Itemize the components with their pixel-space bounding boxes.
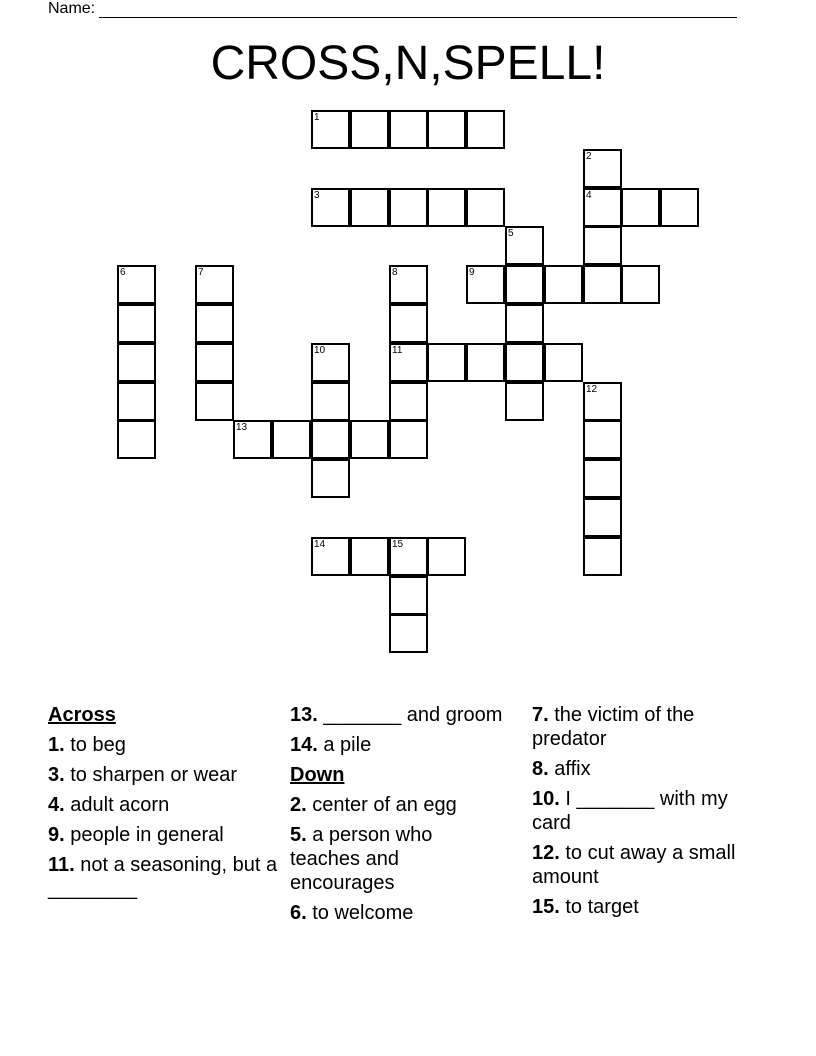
grid-cell[interactable] xyxy=(621,188,660,227)
grid-cell[interactable] xyxy=(311,110,350,149)
clue-down-7: 7. the victim of the predator xyxy=(532,704,695,750)
grid-cell[interactable] xyxy=(389,576,428,615)
clue-number: 13 xyxy=(236,422,248,433)
grid-cell[interactable] xyxy=(466,110,505,149)
grid-cell[interactable] xyxy=(505,304,544,343)
clue-number: 7 xyxy=(198,267,204,278)
clue-number: 2 xyxy=(586,151,592,162)
grid-cell[interactable] xyxy=(505,382,544,421)
name-label: Name: xyxy=(48,0,96,17)
clue-number: 6 xyxy=(120,267,126,278)
grid-cell[interactable] xyxy=(544,265,583,304)
grid-cell[interactable] xyxy=(311,343,350,382)
clue-number: 10 xyxy=(314,345,326,356)
grid-cell[interactable] xyxy=(350,537,389,576)
grid-cell[interactable] xyxy=(350,420,389,459)
grid-cell[interactable] xyxy=(233,420,272,459)
grid-cell[interactable] xyxy=(117,265,156,304)
grid-cell[interactable] xyxy=(621,265,660,304)
grid-cell[interactable] xyxy=(389,420,428,459)
clue-down-6: 6. to welcome xyxy=(290,902,414,924)
clue-down-10: 10. I _______ with my card xyxy=(532,788,728,834)
grid-cell[interactable] xyxy=(583,459,622,498)
grid-cell[interactable] xyxy=(583,498,622,537)
clue-down-15: 15. to target xyxy=(532,896,639,918)
grid-cell[interactable] xyxy=(660,188,699,227)
clues-column-3 xyxy=(532,703,762,925)
grid-cell[interactable] xyxy=(389,614,428,653)
grid-cell[interactable] xyxy=(195,265,234,304)
clue-number: 4 xyxy=(586,190,592,201)
grid-cell[interactable] xyxy=(389,304,428,343)
grid-cell[interactable] xyxy=(466,343,505,382)
grid-cell[interactable] xyxy=(311,188,350,227)
page-title: CROSS,N,SPELL! xyxy=(210,37,606,90)
grid-cell[interactable] xyxy=(544,343,583,382)
grid-cell[interactable] xyxy=(427,110,466,149)
grid-cell[interactable] xyxy=(583,537,622,576)
grid-cell[interactable] xyxy=(311,537,350,576)
grid-cell[interactable] xyxy=(272,420,311,459)
clue-number: 1 xyxy=(314,112,320,123)
clue-down-8: 8. affix xyxy=(532,758,591,780)
grid-cell[interactable] xyxy=(389,382,428,421)
clue-number: 9 xyxy=(469,267,475,278)
grid-cell[interactable] xyxy=(311,382,350,421)
grid-cell[interactable] xyxy=(389,110,428,149)
grid-cell[interactable] xyxy=(583,226,622,265)
grid-cell[interactable] xyxy=(117,420,156,459)
clue-number: 15 xyxy=(392,539,404,550)
grid-cell[interactable] xyxy=(427,188,466,227)
grid-cell[interactable] xyxy=(389,343,428,382)
grid-cell[interactable] xyxy=(505,265,544,304)
clue-down-5: 5. a person who teaches and encourages xyxy=(290,824,433,894)
grid-cell[interactable] xyxy=(311,420,350,459)
clue-across-4: 4. adult acorn xyxy=(48,794,170,816)
grid-cell[interactable] xyxy=(350,110,389,149)
clue-across-11: 11. not a seasoning, but a ________ xyxy=(48,854,278,900)
down-heading: Down xyxy=(290,764,345,786)
grid-cell[interactable] xyxy=(583,265,622,304)
grid-cell[interactable] xyxy=(389,265,428,304)
grid-cell[interactable] xyxy=(427,537,466,576)
clue-across-14: 14. a pile xyxy=(290,734,372,756)
clue-number: 11 xyxy=(392,345,403,356)
grid-cell[interactable] xyxy=(195,382,234,421)
grid-cell[interactable] xyxy=(505,343,544,382)
clue-number: 12 xyxy=(586,384,598,395)
clue-across-3: 3. to sharpen or wear xyxy=(48,764,238,786)
clues-column-2 xyxy=(290,703,505,931)
grid-cell[interactable] xyxy=(389,188,428,227)
name-field[interactable] xyxy=(48,0,737,18)
grid-cell[interactable] xyxy=(195,343,234,382)
grid-cell[interactable] xyxy=(311,459,350,498)
clue-down-2: 2. center of an egg xyxy=(290,794,457,816)
grid-cell[interactable] xyxy=(505,226,544,265)
clue-number: 3 xyxy=(314,190,320,201)
grid-cell[interactable] xyxy=(350,188,389,227)
clue-number: 8 xyxy=(392,267,398,278)
clue-across-1: 1. to beg xyxy=(48,734,126,756)
grid-cell[interactable] xyxy=(466,265,505,304)
grid-cell[interactable] xyxy=(427,343,466,382)
clue-down-12: 12. to cut away a small amount xyxy=(532,842,736,888)
across-heading: Across xyxy=(48,704,116,726)
clue-across-13: 13. _______ and groom xyxy=(290,704,503,726)
clue-number: 14 xyxy=(314,539,326,550)
grid-cell[interactable] xyxy=(117,382,156,421)
name-underline[interactable] xyxy=(99,2,737,18)
grid-cell[interactable] xyxy=(195,304,234,343)
grid-cell[interactable] xyxy=(583,149,622,188)
grid-cell[interactable] xyxy=(583,382,622,421)
clue-across-9: 9. people in general xyxy=(48,824,224,846)
clue-number: 5 xyxy=(508,228,514,239)
grid-cell[interactable] xyxy=(583,420,622,459)
clues-column-1 xyxy=(48,703,278,907)
grid-cell[interactable] xyxy=(466,188,505,227)
grid-cell[interactable] xyxy=(117,304,156,343)
grid-cell[interactable] xyxy=(583,188,622,227)
grid-cell[interactable] xyxy=(117,343,156,382)
grid-cell[interactable] xyxy=(389,537,428,576)
